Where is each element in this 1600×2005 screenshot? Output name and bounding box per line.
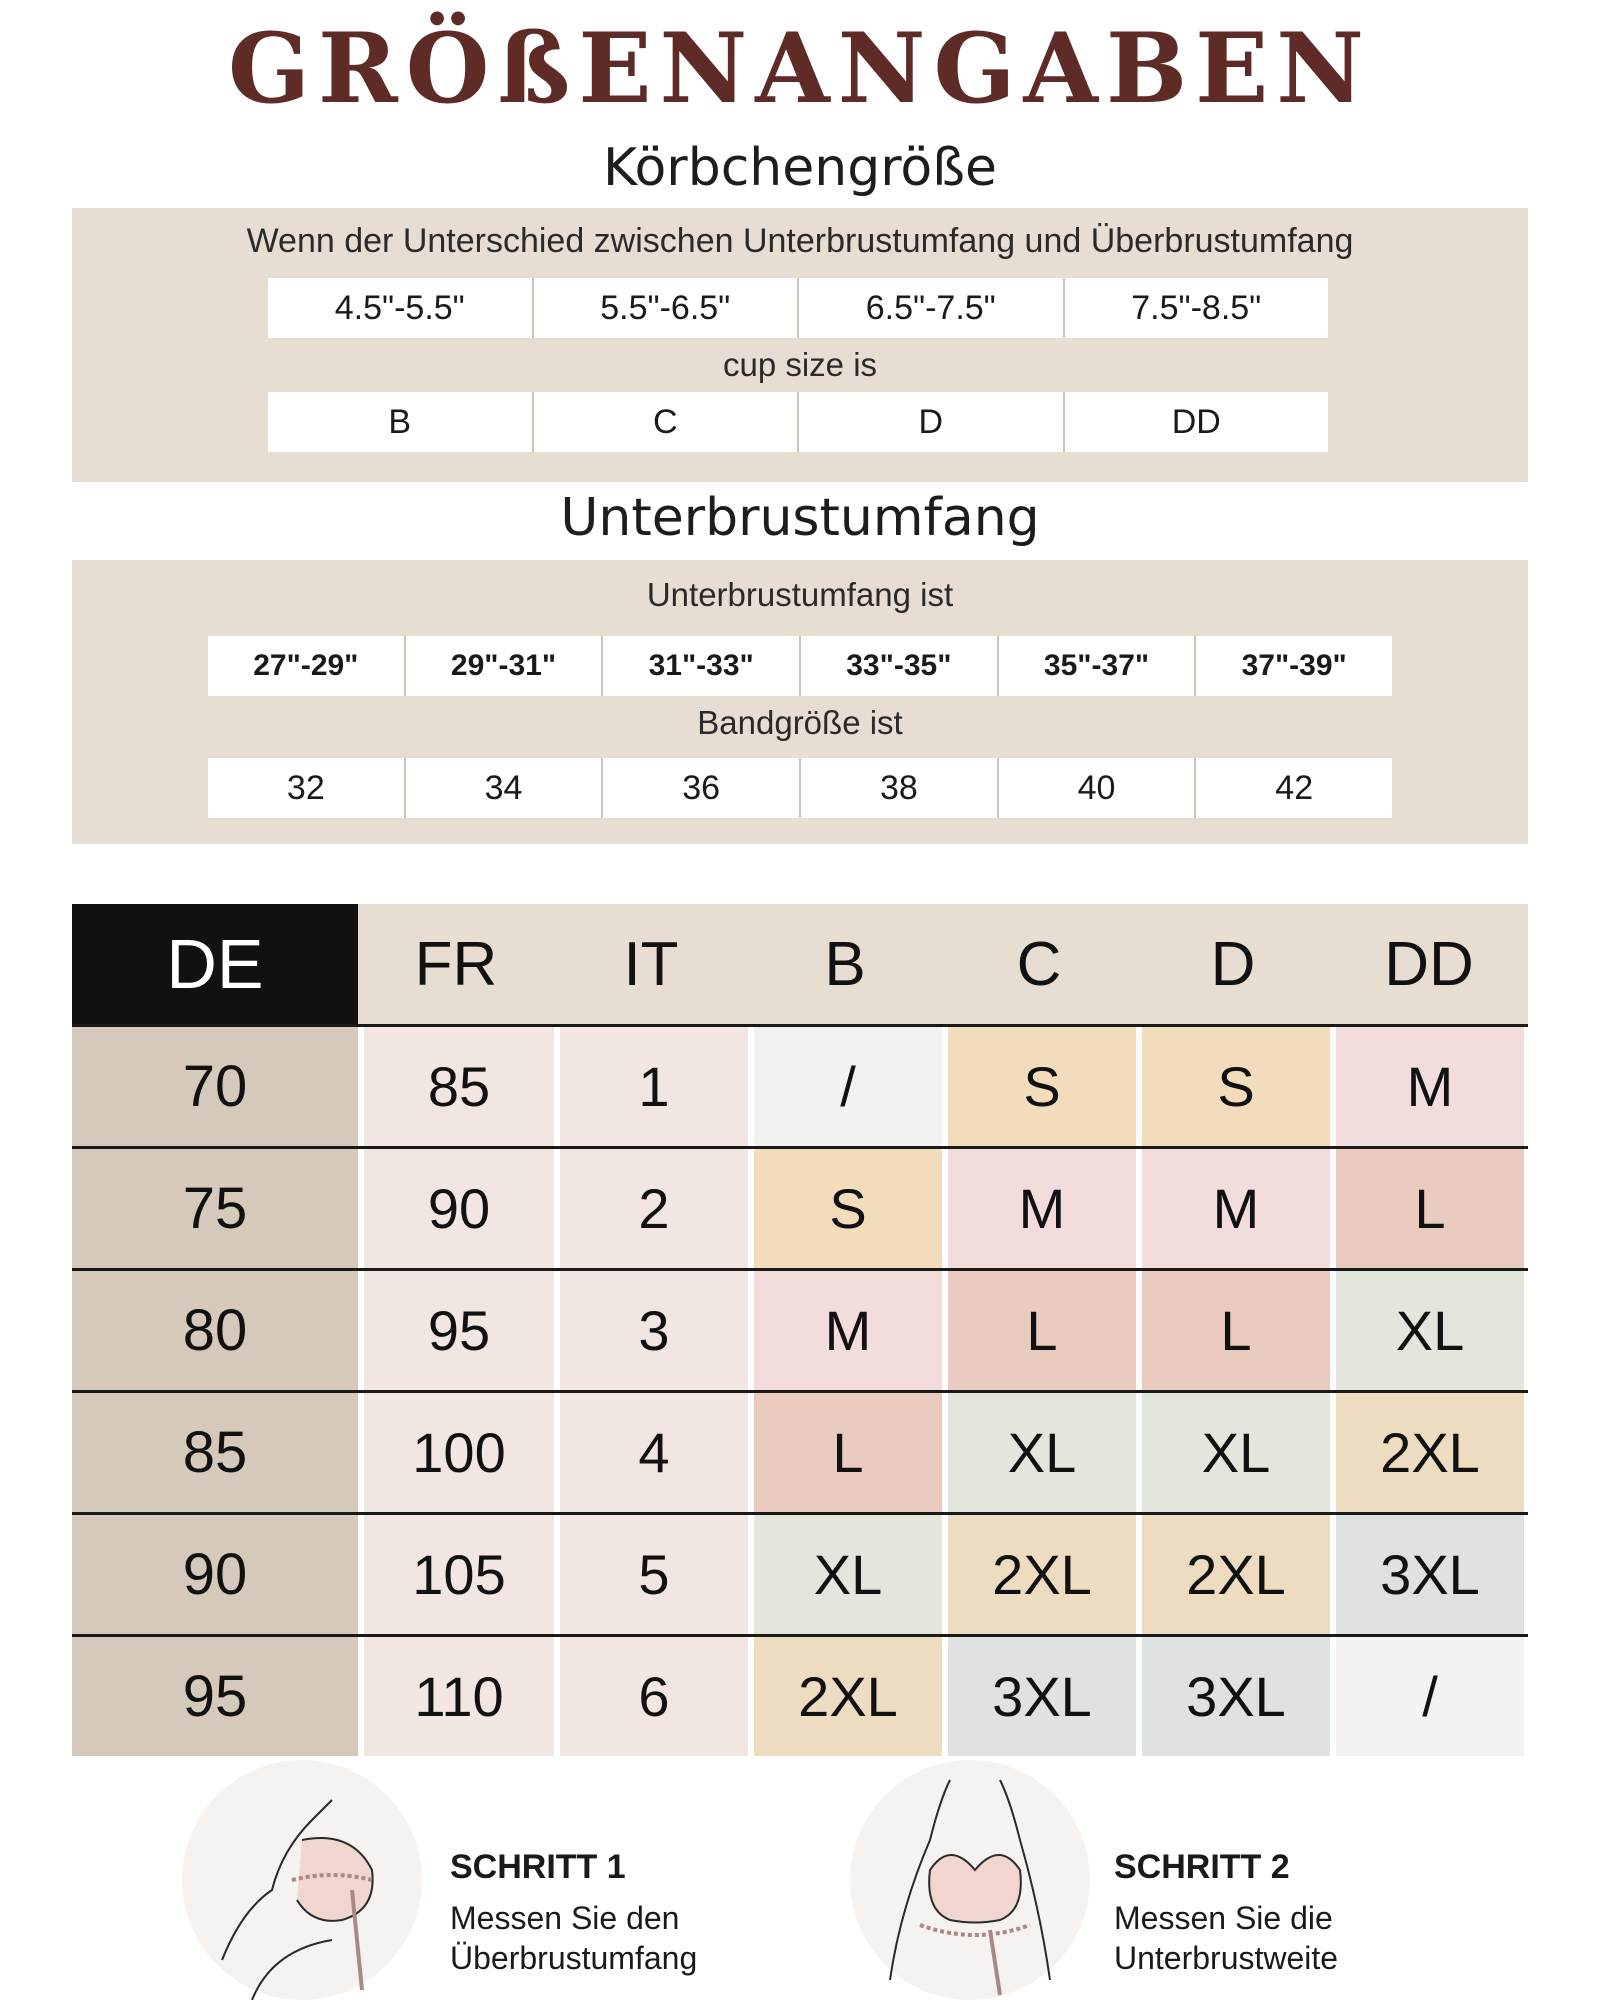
cell-fr: 110 [364,1637,554,1756]
cell-fr: 85 [364,1027,554,1146]
header-cup-dd: DD [1384,929,1474,999]
cell-it: 4 [560,1393,748,1512]
cell-cup-d: L [1142,1271,1330,1390]
cell-cup-d: S [1142,1027,1330,1146]
cup-cell: C [534,392,800,452]
band-cell: 34 [406,758,604,818]
band-size-intro: Unterbrustumfang ist [646,576,954,613]
cell-cup-c: M [948,1149,1136,1268]
underbust-cell: 37"-39" [1241,649,1347,682]
underbust-cell: 31"-33" [603,636,801,696]
cell-de: 80 [72,1271,358,1390]
cell-cup-d: 3XL [1142,1637,1330,1756]
page-title: GRÖßENANGABEN [227,12,1372,125]
cell-cup-b: S [754,1149,942,1268]
size-table [72,904,1528,1756]
band-cell: 40 [999,758,1197,818]
cup-size-label: cup size is [722,346,878,383]
underbust-cell: 27"-29" [208,636,406,696]
band-row [208,758,1392,818]
underbust-cell: 29"-31" [406,636,604,696]
header-de: DE [72,904,358,1024]
cell-cup-dd: / [1336,1637,1524,1756]
header-cup-b: B [824,929,866,999]
band-size-heading: Unterbrustumfang [560,488,1040,548]
table-row [72,1390,1528,1512]
cell-cup-d: 2XL [1142,1515,1330,1634]
cell-cup-dd: 3XL [1336,1515,1524,1634]
underbust-row [208,636,1392,696]
cell-cup-d: M [1142,1149,1330,1268]
header-it: IT [623,929,679,999]
cup-row [268,392,1328,452]
table-row [72,1512,1528,1634]
cell-cup-c: S [948,1027,1136,1146]
header-cup-c: C [1016,929,1062,999]
cell-cup-dd: XL [1336,1271,1524,1390]
cell-cup-b: 2XL [754,1637,942,1756]
cell-de: 75 [72,1149,358,1268]
cup-size-panel [72,208,1528,482]
cell-it: 2 [560,1149,748,1268]
cell-it: 1 [560,1027,748,1146]
measure-underbust-icon [850,1760,1090,2000]
band-cell: 32 [208,758,406,818]
step-1-text: Messen Sie den Überbrustumfang [450,1900,698,1976]
step-1-title: SCHRITT 1 [450,1848,626,1886]
header-cup-d: D [1210,929,1256,999]
underbust-cell: 33"-35" [801,636,999,696]
cell-cup-d: XL [1142,1393,1330,1512]
step-2-title: SCHRITT 2 [1114,1848,1290,1886]
cell-fr: 105 [364,1515,554,1634]
cup-cell: D [799,392,1065,452]
difference-cell: 7.5"-8.5" [1131,288,1262,327]
cell-cup-b: L [754,1393,942,1512]
cell-fr: 100 [364,1393,554,1512]
cell-cup-c: 2XL [948,1515,1136,1634]
band-cell: 42 [1275,768,1314,807]
cell-it: 5 [560,1515,748,1634]
header-fr: FR [414,929,498,999]
underbust-cell: 35"-37" [999,636,1197,696]
difference-cell: 5.5"-6.5" [534,278,800,338]
cell-de: 90 [72,1515,358,1634]
band-cell: 36 [603,758,801,818]
cell-cup-c: L [948,1271,1136,1390]
difference-cell: 4.5"-5.5" [268,278,534,338]
cell-de: 85 [72,1393,358,1512]
difference-row [268,278,1328,338]
cell-cup-dd: 2XL [1336,1393,1524,1512]
cell-it: 6 [560,1637,748,1756]
cell-fr: 95 [364,1271,554,1390]
band-cell: 38 [801,758,999,818]
cup-cell: DD [1171,402,1221,441]
step-2-text: Messen Sie die Unterbrustweite [1114,1900,1339,1976]
cell-cup-dd: M [1336,1027,1524,1146]
cell-cup-b: / [754,1027,942,1146]
cup-size-intro: Wenn der Unterschied zwischen Unterbrustumfang und Überbrustumfang [246,222,1354,260]
cup-size-heading: Körbchengröße [602,138,997,198]
difference-cell: 6.5"-7.5" [799,278,1065,338]
cup-cell: B [268,392,534,452]
cell-fr: 90 [364,1149,554,1268]
cell-cup-dd: L [1336,1149,1524,1268]
table-row [72,1146,1528,1268]
size-table-body [72,1024,1528,1756]
cell-de: 70 [72,1027,358,1146]
cell-cup-b: M [754,1271,942,1390]
band-size-panel [72,560,1528,844]
size-table-header [72,904,1528,1024]
measure-bust-icon [182,1760,422,2000]
table-row [72,1634,1528,1756]
cell-de: 95 [72,1637,358,1756]
table-row [72,1024,1528,1146]
band-size-label: Bandgröße ist [697,704,903,741]
cell-cup-c: 3XL [948,1637,1136,1756]
cell-it: 3 [560,1271,748,1390]
cell-cup-b: XL [754,1515,942,1634]
table-row [72,1268,1528,1390]
cell-cup-c: XL [948,1393,1136,1512]
